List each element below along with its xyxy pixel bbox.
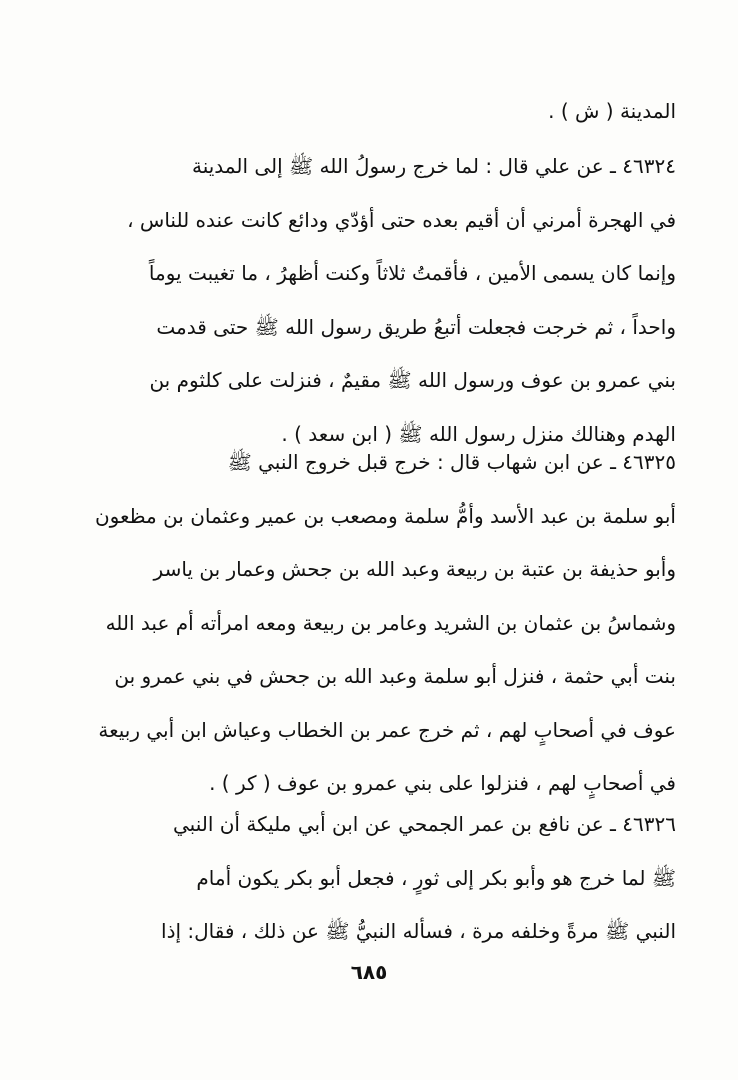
paragraph-continuation <box>64 84 676 138</box>
text-line: عوف في أصحابٍ لهم ، ثم خرج عمر بن الخطاب وعياش ابن أبي ربيعة <box>98 717 676 742</box>
text-line: في أصحابٍ لهم ، فنزلوا على بني عمرو بن عوف ( كر ) . <box>209 771 676 795</box>
text-line: ٤٦٣٢٤ ـ عن علي قال : لما خرج رسولُ الله ﷺ إلى المدينة <box>191 154 676 178</box>
text-line: وشماسُ بن عثمان بن الشريد وعامر بن ربيعة ومعه امرأته أم عبد الله <box>105 610 676 635</box>
hadith-46325 <box>64 436 676 811</box>
text-line: ٤٦٣٢٦ ـ عن نافع بن عمر الجمحي عن ابن أبي مليكة أن النبي <box>173 812 676 836</box>
hadith-46326 <box>64 798 676 959</box>
text-line: النبي ﷺ مرةً وخلفه مرة ، فسأله النبيُّ ﷺ عن ذلك ، فقال: إذا <box>161 919 676 943</box>
text-line: واحداً ، ثم خرجت فجعلت أتبعُ طريق رسول الله ﷺ حتى قدمت <box>156 314 676 339</box>
text-line: وإنما كان يسمى الأمين ، فأقمتُ ثلاثاً وكنت أظهرُ ، ما تغيبت يوماً <box>148 261 676 285</box>
text-line: في الهجرة أمرني أن أقيم بعده حتى أؤدّي ودائع كانت عنده للناس ، <box>127 207 676 232</box>
text-line: المدينة ( ش ) . <box>548 99 676 123</box>
text-line: بنت أبي حثمة ، فنزل أبو سلمة وعبد الله بن جحش في بني عمرو بن <box>114 664 676 688</box>
text-line: وأبو حذيفة بن عتبة بن ربيعة وعبد الله بن جحش وعمار بن ياسر <box>153 557 676 581</box>
text-line: ﷺ لما خرج هو وأبو بكر إلى ثورٍ ، فجعل أبو بكر يكون أمام <box>196 865 676 890</box>
text-line: أبو سلمة بن عبد الأسد وأمُّ سلمة ومصعب بن عمير وعثمان بن مظعون <box>94 503 676 528</box>
text-line: الهدم وهنالك منزل رسول الله ﷺ ( ابن سعد ) . <box>281 421 676 446</box>
text-line: ٤٦٣٢٥ ـ عن ابن شهاب قال : خرج قبل خروج النبي ﷺ <box>227 450 676 474</box>
page-number: ٦٨٥ <box>350 960 388 984</box>
hadith-46324 <box>64 140 676 461</box>
text-line: بني عمرو بن عوف ورسول الله ﷺ مقيمٌ ، فنزلت على كلثوم بن <box>149 368 676 392</box>
